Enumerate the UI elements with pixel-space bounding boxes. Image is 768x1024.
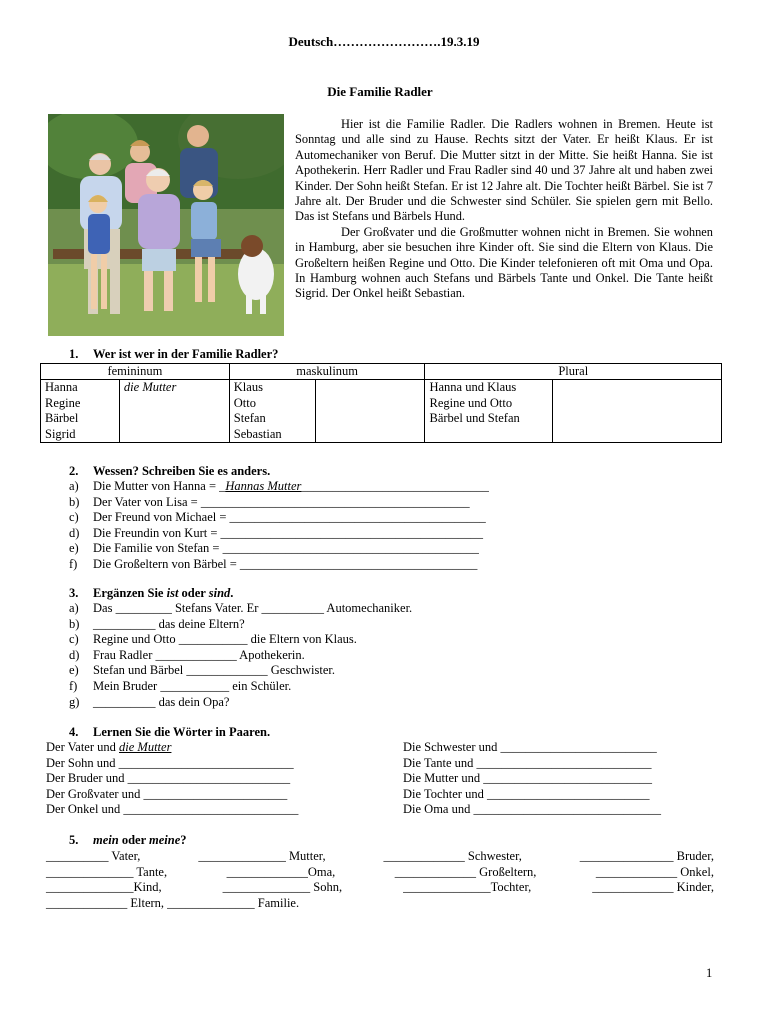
list-item[interactable] [69,679,412,695]
section-4-heading [69,725,270,740]
story-text [295,117,713,302]
mein-blank[interactable]: ______________Kind, [46,880,162,895]
mein-blank[interactable]: _____________ Onkel, [595,864,714,879]
mein-line-3 [46,880,714,896]
mein-blank[interactable]: ______________Tochter, [403,880,532,895]
item-blank: ______________________________ [301,479,489,493]
document-header: Deutsch…………………….19.3.19 [288,34,480,49]
list-item[interactable] [69,541,489,557]
mein-blank[interactable]: ______________ Sohn, [222,880,343,895]
mein-line-2 [46,865,714,881]
section-5-heading [69,833,187,848]
pair-text: Der Onkel und ____________________________ [46,802,299,817]
section-3-number: 3. [69,586,79,600]
section-1-heading [69,347,278,362]
section-4-title: Lernen Sie die Wörter in Paaren. [93,725,271,739]
mein-blank[interactable]: __________ Vater, [46,849,141,863]
exercise-3-list [69,601,412,710]
story-paragraph-2: Der Großvater und die Großmutter wohnen nicht in Bremen. Sie wohnen in Hamburg, aber sie besuchen ihre Kinder oft. Sie sind die Eltern von Klaus. Die Großeltern heißen Regine und Otto. Die Kinder telefonieren oft mit Oma und Opa. In Hamburg wohnen auch Stefans und Bärbels Tante und Onkel. Die Tante heißt Sigrid. Der Onkel heißt Sebastian. [295,224,713,301]
item-letter: e) [69,541,79,556]
item-letter: f) [69,556,78,571]
table-header-femininum: femininum [41,364,230,380]
item-text: Stefan und Bärbel _____________ Geschwister. [93,663,335,678]
list-item[interactable] [69,495,489,511]
mein-blank[interactable]: ______________ Mutter, [198,849,326,863]
section-3-heading [69,586,233,601]
section-4-number: 4. [69,725,79,739]
item-text: __________ das dein Opa? [93,694,230,709]
item-letter: c) [69,632,79,647]
pair-item[interactable] [46,740,298,756]
plural-answer-cell[interactable] [553,380,722,443]
pair-text: Der Sohn und ____________________________ [46,755,294,770]
list-item[interactable] [69,632,412,648]
section-2-title: Wessen? Schreiben Sie es anders. [93,464,271,478]
table-header-maskulinum: maskulinum [229,364,425,380]
item-letter: d) [69,647,80,662]
item-text: Der Freund von Michael = _________________________________________ [93,510,486,525]
section-1-title: Wer ist wer in der Familie Radler? [93,347,279,361]
section-2-number: 2. [69,464,79,478]
story-title: Die Familie Radler [327,84,433,99]
section-3-title: Ergänzen Sie [93,586,167,600]
list-item[interactable] [69,526,489,542]
story-paragraph-1: Hier ist die Familie Radler. Die Radlers wohnen in Bremen. Heute ist Sonntag und alle sind zu Hause. Rechts sitzt der Vater. Er heißt Klaus. Er ist Automechaniker von Beruf. Die Mutter sitzt in der Mitte. Sie heißt Hanna. Sie ist Apothekerin. Herr Radler und Frau Radler sind 40 und 37 Jahre alt und haben zwei Kinder. Der Sohn heißt Stefan. Er ist 12 Jahre alt. Die Tochter heißt Bärbel. Sie ist 7 Jahre alt. Der Bruder und die Schwester sind Schüler. Sie spielen gern mit Bello. Das ist Stefans und Bärbels Hund. [295,117,713,224]
item-letter: f) [69,678,78,693]
pair-item[interactable]: Die Schwester und _________________________ [403,740,657,754]
fem-names-cell: Hanna Regine Bärbel Sigrid [41,380,120,443]
item-letter: a) [69,479,79,493]
item-letter: b) [69,616,80,631]
mein-line-1 [46,849,714,865]
list-item[interactable] [69,617,412,633]
mein-blank[interactable]: _____________ Schwester, [383,849,522,863]
mein-blank[interactable]: _____________ Eltern, ______________ Familie. [46,895,300,910]
section-2-heading [69,464,270,479]
item-text: Die Großeltern von Bärbel = ______________________________________ [93,556,478,571]
pair-item[interactable] [46,771,298,787]
mask-answer-cell[interactable] [315,380,425,443]
item-text: Regine und Otto ___________ die Eltern von Klaus. [93,632,357,647]
item-text: Frau Radler _____________ Apothekerin. [93,647,305,662]
mein-blank[interactable]: _____________ Kinder, [592,880,714,895]
item-answer[interactable]: Hannas Mutter [225,479,302,493]
item-letter: e) [69,663,79,678]
pair-answer: die Mutter [119,740,172,754]
mein-blank[interactable]: _______________ Bruder, [579,849,714,863]
item-text: Mein Bruder ___________ ein Schüler. [93,678,292,693]
exercise-4-right [403,740,661,818]
fem-answer: die Mutter [123,380,177,394]
exercise-5-blanks [46,849,714,911]
item-text: Der Vater von Lisa = ___________________________________________ [93,494,470,509]
section-1-number: 1. [69,347,79,361]
list-item[interactable] [69,601,412,617]
list-item[interactable] [69,510,489,526]
section-5-mein: mein [93,833,119,847]
section-5-meine: meine [149,833,181,847]
item-text: Die Familie von Stefan = _________________________________________ [93,541,479,556]
item-text: Die Freundin von Kurt = __________________________________________ [93,525,484,540]
family-photo [48,114,284,336]
pair-item[interactable] [46,802,298,818]
item-text: Die Mutter von Hanna = [93,479,220,493]
section-3-ist: ist [166,586,179,600]
section-5-number: 5. [69,833,79,847]
section-3-dot: . [230,586,234,600]
section-3-oder: oder [178,586,209,600]
item-letter: d) [69,525,80,540]
pair-item[interactable]: Die Tochter und __________________________ [403,786,650,801]
list-item[interactable] [69,663,412,679]
mein-blank[interactable]: _____________ Großeltern, [394,864,537,879]
mein-line-4 [46,896,714,912]
list-item [69,479,489,495]
section-5-q: ? [180,833,187,847]
pair-item[interactable] [46,787,298,803]
item-letter: a) [69,601,79,615]
mask-names-cell: Klaus Otto Stefan Sebastian [229,380,315,443]
table-header-plural: Plural [425,364,722,380]
item-blank: _ [219,479,226,493]
section-3-sind: sind [208,586,231,600]
pair-item[interactable] [46,756,298,772]
list-item[interactable] [69,695,412,711]
family-table [40,363,722,443]
pair-text: Der Großvater und _______________________ [46,786,288,801]
plural-names-cell: Hanna und Klaus Regine und Otto Bärbel und Stefan [425,380,553,443]
pair-text: Der Bruder und __________________________ [46,771,291,786]
page-number: 1 [706,966,713,980]
section-5-oder: oder [118,833,150,847]
item-letter: b) [69,494,80,509]
item-letter: c) [69,510,79,525]
exercise-2-list [69,479,489,573]
pair-item[interactable]: Die Oma und ______________________________ [403,802,661,817]
pair-text: Der Vater und [46,740,120,754]
list-item[interactable] [69,648,412,664]
list-item[interactable] [69,557,489,573]
pair-item[interactable]: Die Mutter und ___________________________ [403,771,652,786]
pair-item[interactable]: Die Tante und ____________________________ [403,755,652,770]
item-text: __________ das deine Eltern? [93,616,245,631]
mein-blank[interactable]: ______________ Tante, [46,864,168,879]
item-text: Das _________ Stefans Vater. Er __________ Automechaniker. [93,601,413,615]
mein-blank[interactable]: _____________Oma, [226,864,336,879]
item-letter: g) [69,694,80,709]
exercise-4-left [46,740,298,818]
fem-answer-cell[interactable] [119,380,229,443]
